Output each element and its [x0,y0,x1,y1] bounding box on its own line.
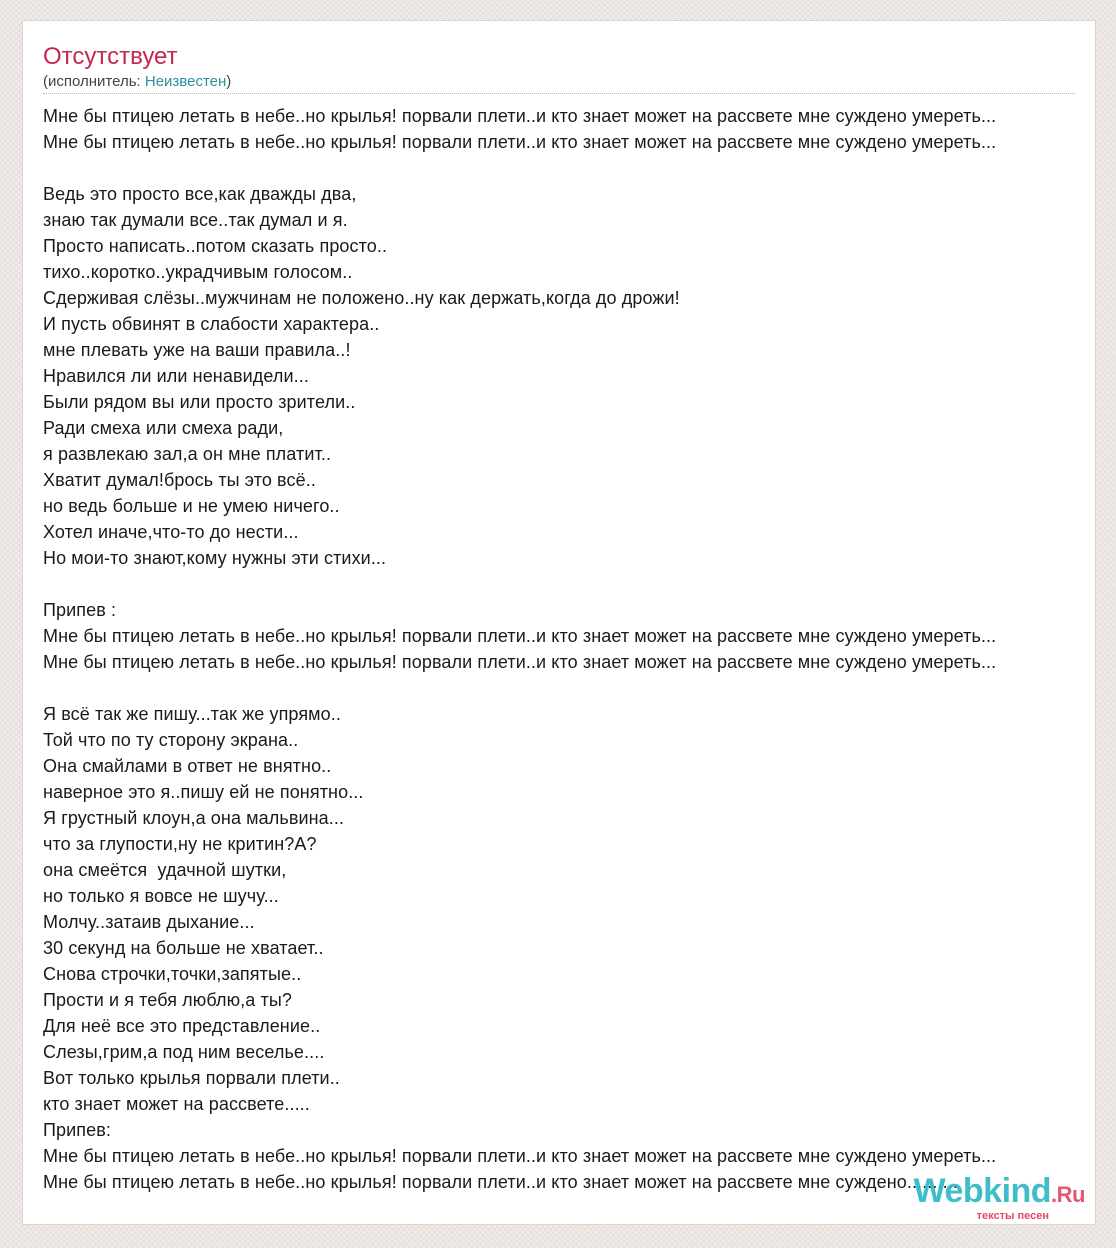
lyric-line: Мне бы птицею летать в небе..но крылья! порвали плети..и кто знает может на рассвете мне суждено умереть... [43,1146,997,1166]
lyric-line: Для неё все это представление.. [43,1016,321,1036]
lyric-line: Ведь это просто все,как дважды два, [43,184,357,204]
lyric-line: кто знает может на рассвете..... [43,1094,310,1114]
lyric-line: Я всё так же пишу...так же упрямо.. [43,704,341,724]
lyric-line: Вот только крылья порвали плети.. [43,1068,340,1088]
lyric-line: Той что по ту сторону экрана.. [43,730,299,750]
lyric-line: Слезы,грим,а под ним веселье.... [43,1042,325,1062]
lyric-line: Мне бы птицею летать в небе..но крылья! порвали плети..и кто знает может на рассвете мне суждено умереть... [43,652,997,672]
lyric-line: Она смайлами в ответ не внятно.. [43,756,332,776]
lyric-line: Хотел иначе,что-то до нести... [43,522,299,542]
lyric-line: Молчу..затаив дыхание... [43,912,255,932]
lyric-line: Припев: [43,1120,112,1140]
lyrics-card [22,20,1096,1225]
lyric-line: Но мои-то знают,кому нужны эти стихи... [43,548,387,568]
lyric-line: но ведь больше и не умею ничего.. [43,496,340,516]
lyric-line: Ради смеха или смеха ради, [43,418,284,438]
lyric-line: Сдерживая слёзы..мужчинам не положено..ну как держать,когда до дрожи! [43,288,680,308]
lyric-line: Снова строчки,точки,запятые.. [43,964,302,984]
lyric-line: она смеётся удачной шутки, [43,860,287,880]
artist-link[interactable]: Неизвестен [144,73,227,90]
lyric-line: знаю так думали все..так думал и я. [43,210,348,230]
lyric-line: Хватит думал!брось ты это всё.. [43,470,316,490]
logo-wordmark [914,1174,1086,1212]
artist-suffix: ) [226,73,232,90]
logo-tld: .Ru [1051,1182,1085,1207]
lyric-line: Припев : [43,600,117,620]
song-title: Отсутствует [43,43,178,70]
lyric-line: Были рядом вы или просто зрители.. [43,392,356,412]
site-logo[interactable] [914,1174,1086,1222]
artist-prefix: (исполнитель: [43,73,145,90]
lyric-line: Я грустный клоун,а она мальвина... [43,808,345,828]
lyric-blank-line [43,675,1095,701]
lyric-line: И пусть обвинят в слабости характера.. [43,314,380,334]
lyric-line: но только я вовсе не шучу... [43,886,279,906]
lyric-line: Мне бы птицею летать в небе..но крылья! порвали плети..и кто знает может на рассвете мне суждено умереть... [43,106,997,126]
header-divider [43,93,1075,94]
lyric-line: Мне бы птицею летать в небе..но крылья! порвали плети..и кто знает может на рассвете мне суждено.......... [43,1172,958,1192]
lyric-line: Нравился ли или ненавидели... [43,366,309,386]
lyric-line: Прости и я тебя люблю,а ты? [43,990,292,1010]
lyric-line: 30 секунд на больше не хватает.. [43,938,324,958]
lyric-line: Просто написать..потом сказать просто.. [43,236,388,256]
lyric-line: Мне бы птицею летать в небе..но крылья! порвали плети..и кто знает может на рассвете мне суждено умереть... [43,626,997,646]
lyric-line: я развлекаю зал,а он мне платит.. [43,444,332,464]
lyric-blank-line [43,571,1095,597]
lyric-line: тихо..коротко..украдчивым голосом.. [43,262,353,282]
logo-tagline: тексты песен [976,1210,1049,1222]
artist-line [43,73,231,91]
lyric-blank-line [43,155,1095,181]
logo-name: Webkind [913,1172,1052,1210]
lyric-line: наверное это я..пишу ей не понятно... [43,782,364,802]
lyric-line: что за глупости,ну не критин?А? [43,834,317,854]
lyric-line: мне плевать уже на ваши правила..! [43,340,351,360]
lyrics-body [43,103,1095,1195]
lyric-line: Мне бы птицею летать в небе..но крылья! порвали плети..и кто знает может на рассвете мне суждено умереть... [43,132,997,152]
